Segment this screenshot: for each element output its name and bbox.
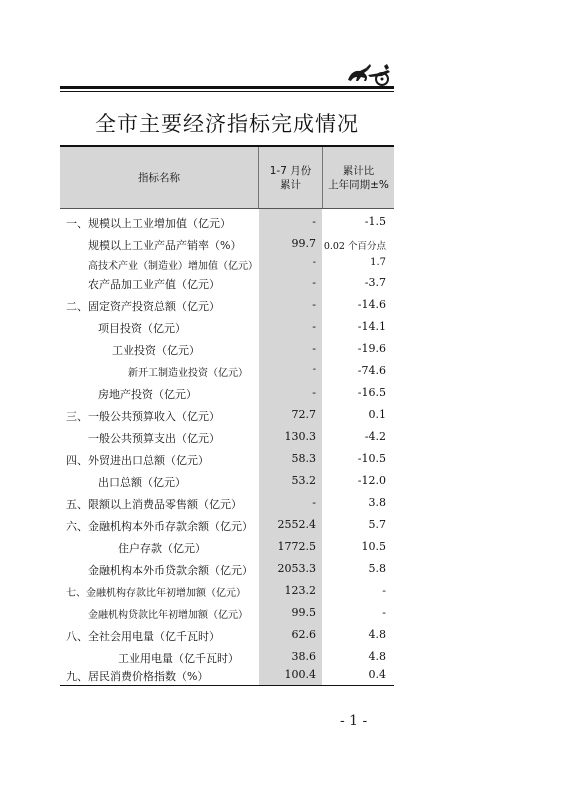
row-change: 5.7 <box>368 518 386 531</box>
table-row <box>60 427 394 449</box>
row-value: 2053.3 <box>277 562 316 575</box>
row-value: - <box>312 298 316 311</box>
row-label: 金融机构贷款比年初增加额（亿元） <box>88 610 248 621</box>
row-label: 住户存款（亿元） <box>118 542 206 555</box>
row-change: - <box>382 584 386 597</box>
row-label: 四、外贸进出口总额（亿元） <box>66 454 209 467</box>
header-rule-thick <box>60 86 394 89</box>
table-row <box>60 537 394 559</box>
header-period <box>259 147 323 208</box>
header-compare-line2: 上年同期±% <box>328 178 389 191</box>
row-change: -14.1 <box>357 320 386 333</box>
header-period-line2: 累计 <box>280 178 301 191</box>
row-change: -4.2 <box>364 430 386 443</box>
table-row <box>60 295 394 317</box>
row-change: 1.7 <box>370 257 386 268</box>
row-change: -12.0 <box>357 474 386 487</box>
row-change: 0.4 <box>368 668 386 681</box>
row-label: 金融机构本外币贷款余额（亿元） <box>88 564 253 577</box>
table-row <box>60 405 394 427</box>
table-row <box>60 625 394 647</box>
row-value: 72.7 <box>291 408 316 421</box>
row-change: 5.8 <box>368 562 386 575</box>
row-value: 2552.4 <box>277 518 316 531</box>
row-label: 七、金融机构存款比年初增加额（亿元） <box>66 588 246 599</box>
row-change: -14.6 <box>357 298 386 311</box>
page-number: - 1 - <box>340 713 368 729</box>
row-value: - <box>312 257 316 268</box>
row-value: - <box>312 276 316 289</box>
row-label: 工业用电量（亿千瓦时） <box>118 652 239 665</box>
row-change: -16.5 <box>357 386 386 399</box>
table-row <box>60 515 394 537</box>
row-label: 六、金融机构本外币存款余额（亿元） <box>66 520 253 533</box>
table-row <box>60 339 394 361</box>
table-row <box>60 493 394 515</box>
row-change: 3.8 <box>368 496 386 509</box>
row-value: - <box>312 364 316 375</box>
row-label: 农产品加工业产值（亿元） <box>88 278 220 291</box>
header-rule-thin <box>60 91 394 92</box>
row-label: 房地产投资（亿元） <box>98 388 197 401</box>
row-change: -3.7 <box>364 276 386 289</box>
row-label: 项目投资（亿元） <box>98 322 186 335</box>
table-row <box>60 449 394 471</box>
row-value: 38.6 <box>291 650 316 663</box>
row-label: 规模以上工业产品产销率（%） <box>88 239 242 252</box>
row-value: - <box>312 342 316 355</box>
table-row <box>60 383 394 405</box>
row-value: 99.5 <box>291 606 316 619</box>
row-value: 58.3 <box>291 452 316 465</box>
table-row <box>60 234 394 256</box>
table-row <box>60 665 394 687</box>
row-label: 二、固定资产投资总额（亿元） <box>66 300 220 313</box>
row-label: 一、规模以上工业增加值（亿元） <box>66 217 231 230</box>
row-change: -74.6 <box>357 364 386 377</box>
header-period-line1: 1-7 月份 <box>269 164 312 177</box>
table-row <box>60 317 394 339</box>
row-value: - <box>312 386 316 399</box>
row-change: -10.5 <box>357 452 386 465</box>
row-change: -19.6 <box>357 342 386 355</box>
table-row <box>60 212 394 234</box>
row-change: 0.02 个百分点 <box>323 241 386 252</box>
page-title: 全市主要经济指标完成情况 <box>95 112 359 136</box>
header-indicator: 指标名称 <box>60 147 259 208</box>
table-row <box>60 361 394 383</box>
header-compare-line1: 累计比 <box>342 164 375 177</box>
row-value: 123.2 <box>284 584 316 597</box>
row-value: 1772.5 <box>277 540 316 553</box>
row-label: 高技术产业（制造业）增加值（亿元） <box>88 261 258 272</box>
row-value: - <box>312 496 316 509</box>
row-change: 4.8 <box>368 650 386 663</box>
row-value: - <box>312 215 316 228</box>
row-value: 62.6 <box>291 628 316 641</box>
row-label: 九、居民消费价格指数（%） <box>66 670 209 683</box>
row-change: 4.8 <box>368 628 386 641</box>
row-change: -1.5 <box>364 215 386 228</box>
row-label: 一般公共预算支出（亿元） <box>88 432 220 445</box>
row-label: 新开工制造业投资（亿元） <box>128 368 248 379</box>
table-row <box>60 273 394 295</box>
row-label: 三、一般公共预算收入（亿元） <box>66 410 220 423</box>
row-label: 八、全社会用电量（亿千瓦时） <box>66 630 220 643</box>
horse-chariot-logo <box>344 60 394 88</box>
row-value: 99.7 <box>291 237 316 250</box>
table-body <box>60 209 394 686</box>
row-value: - <box>312 320 316 333</box>
row-value: 53.2 <box>291 474 316 487</box>
row-value: 100.4 <box>284 668 316 681</box>
row-change: - <box>382 606 386 619</box>
header-compare <box>323 147 394 208</box>
table-row <box>60 471 394 493</box>
indicator-table <box>60 145 394 686</box>
table-row <box>60 581 394 603</box>
table-row <box>60 603 394 625</box>
row-label: 出口总额（亿元） <box>98 476 186 489</box>
row-change: 10.5 <box>361 540 386 553</box>
row-change: 0.1 <box>368 408 386 421</box>
row-value: 130.3 <box>284 430 316 443</box>
row-label: 五、限额以上消费品零售额（亿元） <box>66 498 242 511</box>
table-row <box>60 559 394 581</box>
table-header <box>60 145 394 209</box>
row-label: 工业投资（亿元） <box>112 344 200 357</box>
